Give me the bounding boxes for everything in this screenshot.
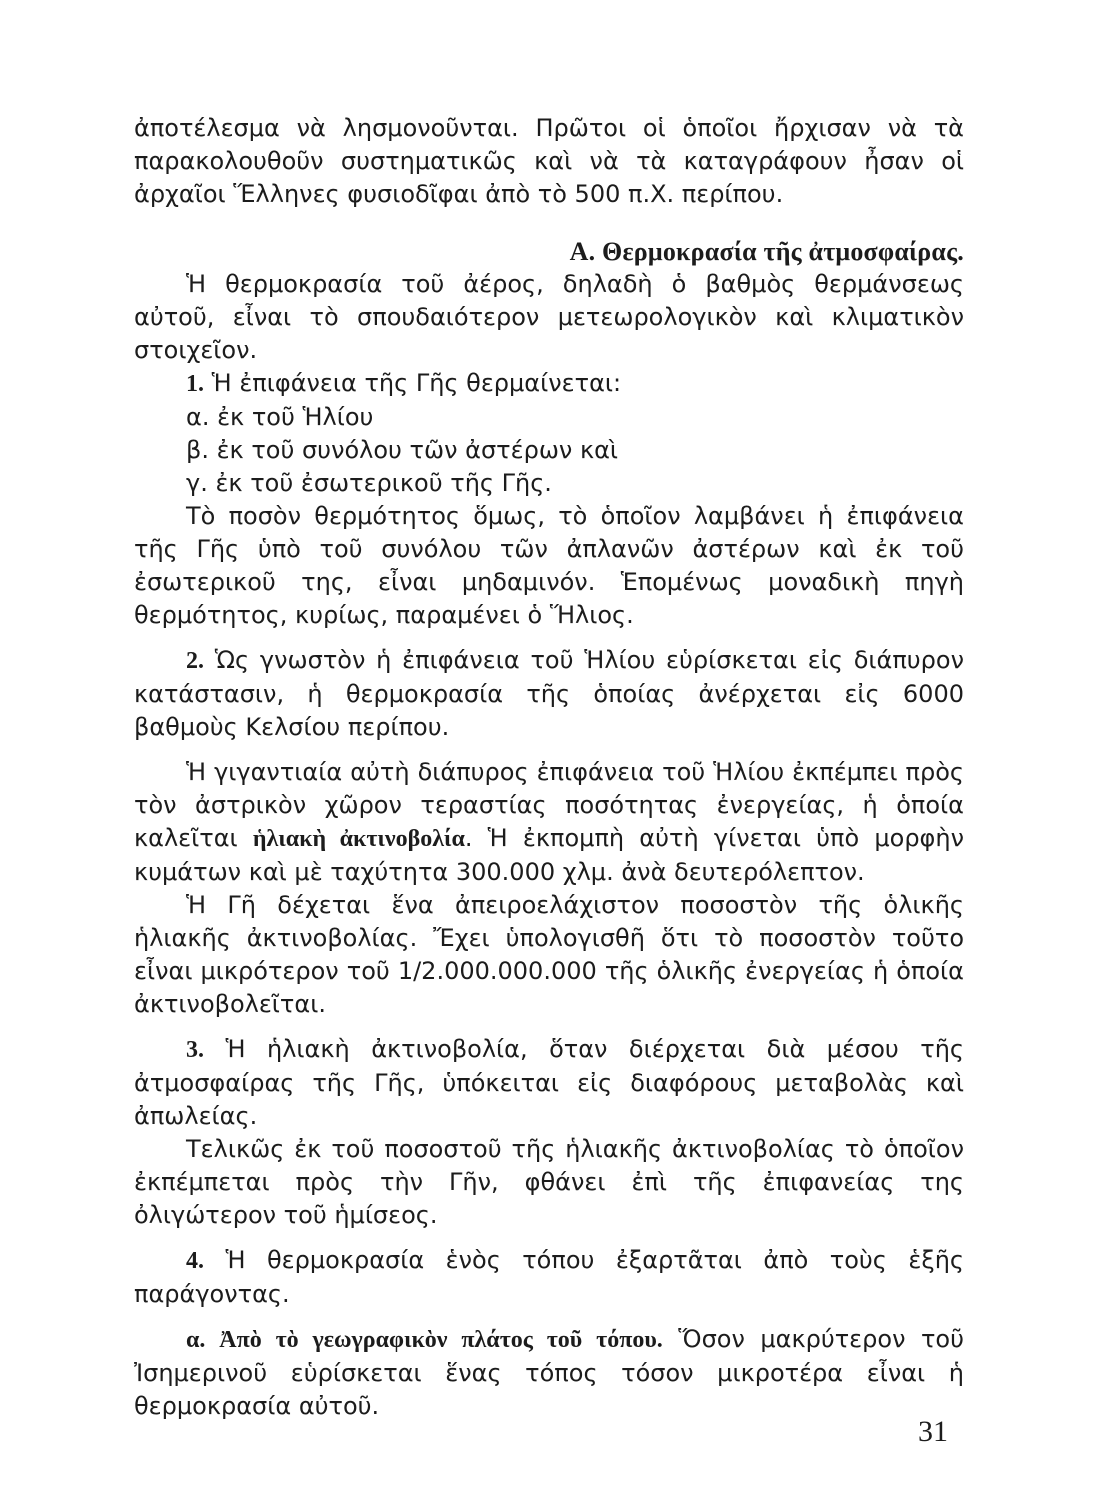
section-heading: Α. Θερμοκρασία τῆς ἀτμοσφαίρας. xyxy=(569,237,964,266)
item-3-followup: Τελικῶς ἐκ τοῦ ποσοστοῦ τῆς ἡλιακῆς ἀκτινοβολίας τὸ ὁποῖον ἐκπέμπεται πρὸς τὴν Γῆν, φθάνει ἐπὶ τῆς ἐπιφανείας της ὀλιγώτερον τοῦ ἡμίσεος. xyxy=(134,1135,964,1229)
item-2-paragraph-b xyxy=(134,756,964,889)
item-alpha-latitude xyxy=(134,1323,964,1423)
item-alpha-text: Ὅσον μακρύτερον τοῦ Ἰσημερινοῦ εὑρίσκεται ἕνας τόπος τόσον μικροτέρα εἶναι ἡ θερμοκρασία αὐτοῦ. xyxy=(134,1325,964,1420)
solar-radiation-term: ἡλιακὴ ἀκτινοβολία xyxy=(252,826,465,852)
sub-item-beta: β. ἐκ τοῦ συνόλου τῶν ἀστέρων καὶ xyxy=(186,436,619,464)
item-3-text: Ἡ ἡλιακὴ ἀκτινοβολία, ὅταν διέρχεται διὰ μέσου τῆς ἀτμοσφαίρας τῆς Γῆς, ὑπόκειται εἰς διαφόρους μεταβολὰς καὶ ἀπωλείας. xyxy=(134,1035,964,1130)
item-1-text: Ἡ ἐπιφάνεια τῆς Γῆς θερμαίνεται: xyxy=(211,369,622,397)
item-4-number: 4. xyxy=(186,1248,204,1274)
item-2-text: Ὡς γνωστὸν ἡ ἐπιφάνεια τοῦ Ἡλίου εὑρίσκεται εἰς διάπυρον κατάστασιν, ἡ θερμοκρασία τῆς ὁποίας ἀνέρχεται εἰς 6000 βαθμοὺς Κελσίου περίπου. xyxy=(134,646,964,741)
item-4 xyxy=(134,1244,964,1311)
item-1-followup: Τὸ ποσὸν θερμότητος ὅμως, τὸ ὁποῖον λαμβάνει ἡ ἐπιφάνεια τῆς Γῆς ὑπὸ τοῦ συνόλου τῶν ἀπλανῶν ἀστέρων καὶ ἐκ τοῦ ἐσωτερικοῦ της, εἶναι μηδαμινόν. Ἑπομένως μοναδικὴ πηγὴ θερμότητος, κυρίως, παραμένει ὁ Ἥλιος. xyxy=(134,502,964,629)
item-2 xyxy=(134,644,964,744)
item-2-paragraph-c: Ἡ Γῆ δέχεται ἕνα ἀπειροελάχιστον ποσοστὸν τῆς ὁλικῆς ἡλιακῆς ἀκτινοβολίας. Ἔχει ὑπολογισθῆ ὅτι τὸ ποσοστὸν τοῦτο εἶναι μικρότερον τοῦ 1/2.000.000.000 τῆς ὁλικῆς ἐνεργείας ἡ ὁποία ἀκτινοβολεῖται. xyxy=(134,891,964,1018)
item-4-text: Ἡ θερμοκρασία ἑνὸς τόπου ἐξαρτᾶται ἀπὸ τοὺς ἑξῆς παράγοντας. xyxy=(134,1246,964,1308)
item-3-number: 3. xyxy=(186,1037,204,1063)
intro-paragraph: Ἡ θερμοκρασία τοῦ ἀέρος, δηλαδὴ ὁ βαθμὸς θερμάνσεως αὐτοῦ, εἶναι τὸ σπουδαιότερον μετεωρολογικὸν καὶ κλιματικὸν στοιχεῖον. xyxy=(134,270,964,364)
opening-paragraph: ἀποτέλεσμα νὰ λησμονοῦνται. Πρῶτοι οἱ ὁποῖοι ἤρχισαν νὰ τὰ παρακολουθοῦν συστηματικῶς καὶ νὰ τὰ καταγράφουν ἦσαν οἱ ἀρχαῖοι Ἕλληνες φυσιοδῖφαι ἀπὸ τὸ 500 π.Χ. περίπου. xyxy=(134,114,964,208)
sub-item-gamma: γ. ἐκ τοῦ ἐσωτερικοῦ τῆς Γῆς. xyxy=(186,469,552,497)
item-1 xyxy=(134,367,964,401)
item-alpha-heading: α. Ἀπὸ τὸ γεωγραφικὸν πλάτος τοῦ τόπου. xyxy=(186,1327,663,1353)
item-2-number: 2. xyxy=(186,648,204,674)
item-1-number: 1. xyxy=(186,371,204,397)
item-3 xyxy=(134,1033,964,1133)
item-2-paragraph-b-start: Ἡ γιγαντιαία αὐτὴ διάπυρος ἐπιφάνεια τοῦ Ἡλίου ἐκπέμπει πρὸς τὸν ἀστρικὸν χῶρον τεραστίας ποσότητας ἐνεργείας, ἡ ὁποία καλεῖται xyxy=(134,758,964,852)
item-2-paragraph-b-end: . Ἡ ἐκπομπὴ αὐτὴ γίνεται ὑπὸ μορφὴν κυμάτων καὶ μὲ ταχύτητα 300.000 χλμ. ἀνὰ δευτερόλεπτον. xyxy=(134,824,965,886)
sub-item-alpha: α. ἐκ τοῦ Ἡλίου xyxy=(186,403,374,431)
page-number: 31 xyxy=(918,1415,948,1448)
